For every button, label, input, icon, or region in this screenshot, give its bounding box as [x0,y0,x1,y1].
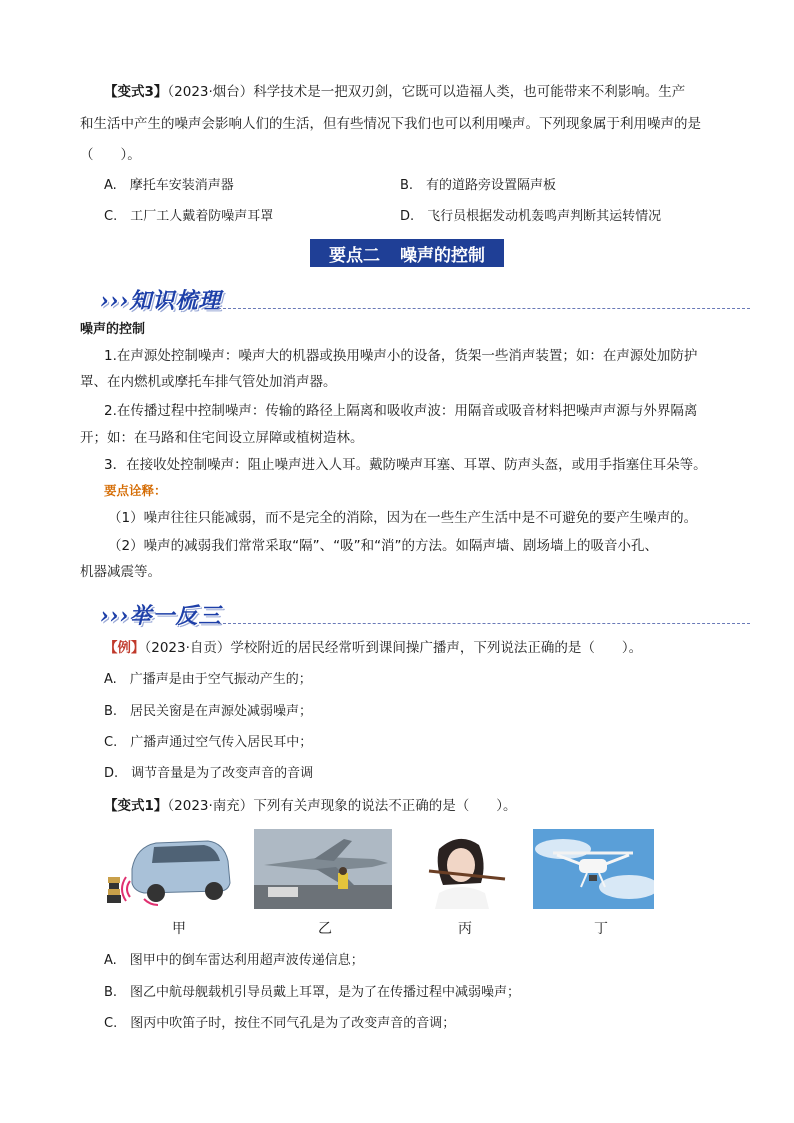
variant1-source: （2023·南充） [167,798,254,814]
banner-practice [100,597,750,629]
variant3-option-c: C. 工厂工人戴着防噪声耳罩 [104,209,274,224]
variant1-text: 下列有关声现象的说法不正确的是（ ）。 [253,798,517,814]
example-option-d: D. 调节音量是为了改变声音的音调 [104,766,314,781]
caption-jia: 甲 [172,921,186,937]
variant3-line3: （ ）。 [80,147,141,163]
knowledge-p2b: 开；如：在马路和住宅间设立屏障或植树造林。 [80,430,364,446]
banner-knowledge [100,282,750,314]
variant1-option-b: B. 图乙中航母舰载机引导员戴上耳罩，是为了在传播过程中减弱噪声； [104,985,521,1000]
banner-knowledge-title: ›››知识梳理 [100,288,222,314]
variant1-option-a: A. 图甲中的倒车雷达利用超声波传递信息； [104,953,364,968]
example-text: 学校附近的居民经常听到课间操广播声，下列说法正确的是（ ）。 [230,640,643,656]
variant3-option-d: D. 飞行员根据发动机轰鸣声判断其运转情况 [400,209,662,224]
flute-player-image [409,829,514,909]
variant3-option-b: B. 有的道路旁设置隔声板 [400,178,557,193]
variant3-source: （2023·烟台） [167,84,254,100]
variant3-text1: 科学技术是一把双刃剑，它既可以造福人类，也可能带来不利影响。生产 [253,84,686,100]
drone-image [533,829,654,909]
variant3-tag: 【变式3】 [104,84,168,100]
note-1: （1）噪声往往只能减弱，而不是完全的消除，因为在一些生产生活中是不可避免的要产生噪声的。 [108,510,698,526]
variant3-line1 [104,82,685,102]
note-title: 要点诠释： [104,483,167,498]
caption-yi: 乙 [318,921,332,937]
knowledge-subtitle: 噪声的控制 [80,322,146,337]
knowledge-p1a: 1.在声源处控制噪声：噪声大的机器或换用噪声小的设备，货架一些消声装置；如：在声源处加防护 [104,348,698,364]
section-part: 要点二 [329,245,380,266]
section-title: 噪声的控制 [400,245,485,266]
example-option-b: B. 居民关窗是在声源处减弱噪声； [104,704,313,719]
banner-knowledge-rule [218,308,750,309]
caption-ding: 丁 [594,921,608,937]
banner-practice-rule [218,623,750,624]
example-stem [104,638,642,658]
section-heading [310,239,504,267]
example-tag: 【例】 [104,640,145,656]
variant3-option-a: A. 摩托车安装消声器 [104,178,234,193]
variant3-line2: 和生活中产生的噪声会影响人们的生活，但有些情况下我们也可以利用噪声。下列现象属于利用噪声的是 [80,116,701,132]
variant1-tag: 【变式1】 [104,798,168,814]
knowledge-p3: 3．在接收处控制噪声：阻止噪声进入人耳。戴防噪声耳塞、耳罩、防声头盔，或用手指塞住耳朵等。 [104,457,707,473]
carrier-jet-image [254,829,392,909]
banner-practice-title: ›››举一反三 [100,603,222,629]
car-radar-image [104,829,236,909]
variant1-stem [104,796,517,816]
example-option-a: A. 广播声是由于空气振动产生的； [104,672,312,687]
example-option-c: C. 广播声通过空气传入居民耳中； [104,735,313,750]
example-source: （2023·自贡） [144,640,231,656]
note-2b: 机器减震等。 [80,564,161,580]
knowledge-p1b: 罩、在内燃机或摩托车排气管处加消声器。 [80,374,337,390]
note-2a: （2）噪声的减弱我们常常采取“隔”、“吸”和“消”的方法。如隔声墙、剧场墙上的吸音小孔、 [108,538,659,554]
variant1-option-c: C. 图丙中吹笛子时，按住不同气孔是为了改变声音的音调； [104,1016,456,1031]
caption-bing: 丙 [458,921,472,937]
knowledge-p2a: 2.在传播过程中控制噪声：传输的路径上隔离和吸收声波：用隔音或吸音材料把噪声声源与外界隔离 [104,403,698,419]
